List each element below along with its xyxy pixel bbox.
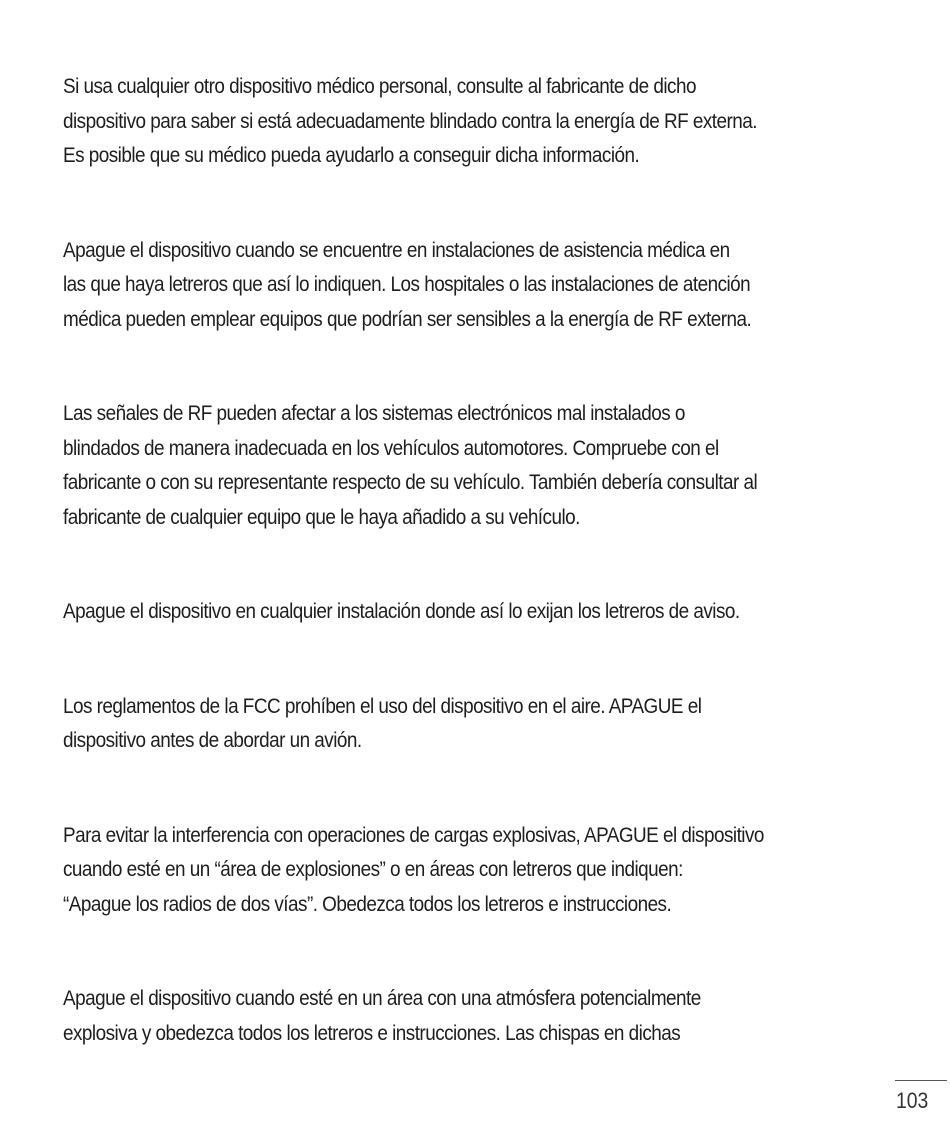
text-line: explosiva y obedezca todos los letreros e instrucciones. Las chispas en dichas <box>63 1020 681 1045</box>
text-line: Las señales de RF pueden afectar a los sistemas electrónicos mal instalados o <box>63 401 685 425</box>
paragraph-aircraft <box>63 689 908 758</box>
paragraph-medical-devices <box>63 69 908 173</box>
text-line: médica pueden emplear equipos que podrían ser sensibles a la energía de RF externa. <box>63 306 752 331</box>
paragraph-posted-facilities <box>63 594 908 629</box>
text-line: blindados de manera inadecuada en los vehículos automotores. Compruebe con el <box>63 435 719 460</box>
text-line: las que haya letreros que así lo indiquen. Los hospitales o las instalaciones de atención <box>63 272 751 296</box>
text-line: Apague el dispositivo cuando esté en un área con una atmósfera potencialmente <box>63 986 701 1010</box>
text-line: Es posible que su médico pueda ayudarlo a conseguir dicha información. <box>63 143 640 167</box>
paragraph-vehicles <box>63 396 908 534</box>
text-line: Para evitar la interferencia con operaciones de cargas explosivas, APAGUE el dispositivo <box>63 822 764 847</box>
text-line: fabricante o con su representante respecto de su vehículo. También debería consultar al <box>63 470 758 494</box>
text-line: Apague el dispositivo en cualquier instalación donde así lo exijan los letreros de aviso. <box>63 599 740 623</box>
text-line: Los reglamentos de la FCC prohíben el uso del dispositivo en el aire. APAGUE el <box>63 693 702 718</box>
page-number: 103 <box>896 1088 929 1113</box>
text-line: “Apague los radios de dos vías”. Obedezca todos los letreros e instrucciones. <box>63 891 672 916</box>
text-line: cuando esté en un “área de explosiones” o en áreas con letreros que indiquen: <box>63 857 683 881</box>
paragraph-blasting-areas <box>63 818 908 922</box>
text-line: dispositivo antes de abordar un avión. <box>63 728 362 752</box>
text-line: Apague el dispositivo cuando se encuentre en instalaciones de asistencia médica en <box>63 237 730 262</box>
footer-divider <box>895 1080 947 1081</box>
paragraph-health-facilities <box>63 233 908 337</box>
document-body <box>63 69 913 1110</box>
text-line: fabricante de cualquier equipo que le haya añadido a su vehículo. <box>63 504 580 529</box>
paragraph-explosive-atmospheres <box>63 981 908 1050</box>
text-line: dispositivo para saber si está adecuadamente blindado contra la energía de RF externa. <box>63 108 757 133</box>
text-line: Si usa cualquier otro dispositivo médico personal, consulte al fabricante de dicho <box>63 74 696 98</box>
